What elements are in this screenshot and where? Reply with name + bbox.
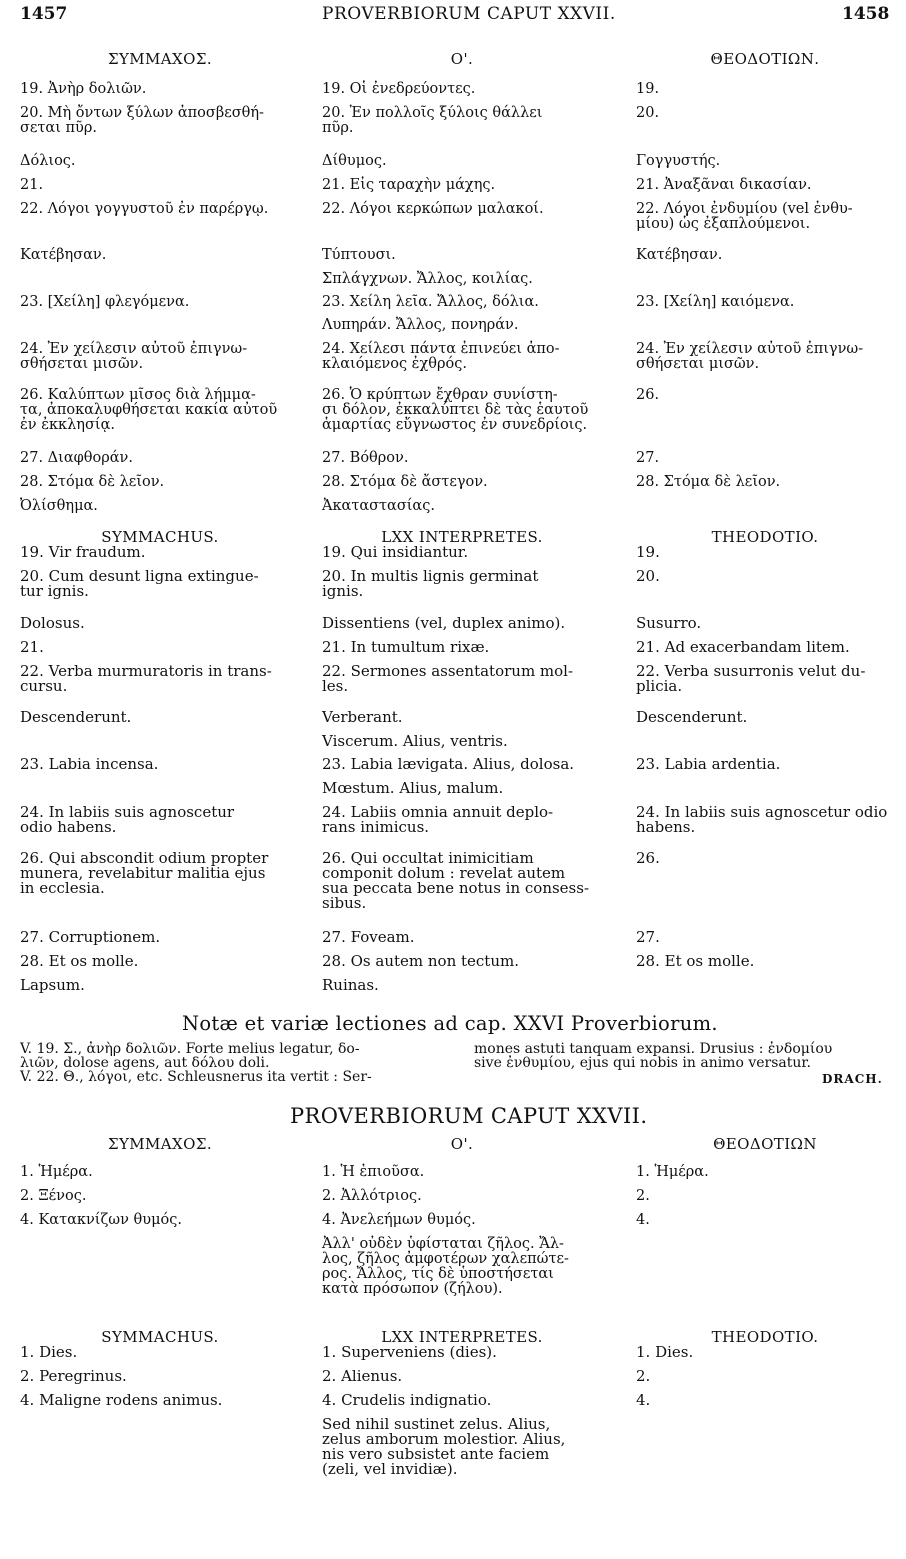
verse-line: tur ignis. bbox=[20, 582, 89, 600]
verse-entry bbox=[322, 616, 604, 631]
verse-entry bbox=[20, 616, 302, 631]
verse-line: 28. Et os molle. bbox=[20, 952, 139, 970]
verse-entry bbox=[636, 1369, 904, 1384]
verse-line: 4. bbox=[636, 1391, 651, 1409]
verse-line: 19. bbox=[636, 81, 660, 97]
verse-entry bbox=[322, 295, 604, 310]
verse-entry bbox=[636, 342, 904, 372]
note-line: V. 19. Σ., ἀνὴρ δολιῶν. Forte melius legatur, δο- bbox=[20, 1041, 360, 1057]
verse-entry bbox=[636, 178, 904, 193]
notes-right-column bbox=[474, 1042, 894, 1070]
verse-line: 2. Peregrinus. bbox=[20, 1367, 127, 1385]
verse-entry bbox=[20, 930, 302, 945]
verse-line: ἐν ἐκκλησίᾳ. bbox=[20, 417, 115, 433]
verse-entry bbox=[322, 272, 604, 287]
verse-entry bbox=[20, 202, 302, 217]
verse-entry bbox=[636, 248, 904, 263]
verse-entry bbox=[322, 710, 604, 725]
verse-line: 24. In labiis suis agnoscetur odio bbox=[636, 803, 888, 821]
verse-line: 28. Στόμα δὲ λεῖον. bbox=[636, 474, 781, 490]
verse-line: 22. Λόγοι ἐνδυμίου (vel ἐνθυ- bbox=[636, 201, 853, 217]
verse-line: (zeli, vel invidiæ). bbox=[322, 1460, 458, 1478]
verse-line: sua peccata bene notus in consess- bbox=[322, 879, 590, 897]
verse-entry bbox=[636, 545, 904, 560]
verse-line: 27. bbox=[636, 450, 660, 466]
verse-entry bbox=[322, 318, 604, 333]
verse-entry bbox=[636, 106, 904, 121]
verse-line: Ὀλίσθημα. bbox=[20, 498, 98, 514]
verse-line: 23. Labia ardentia. bbox=[636, 755, 781, 773]
verse-entry bbox=[20, 499, 302, 514]
verse-line: 27. Corruptionem. bbox=[20, 928, 161, 946]
verse-entry bbox=[20, 154, 302, 169]
verse-line: 4. Κατακνίζων θυμός. bbox=[20, 1212, 182, 1228]
verse-entry bbox=[20, 1345, 302, 1360]
verse-line: Γογγυστής. bbox=[636, 153, 721, 169]
verse-line: Λυπηράν. Ἄλλος, πονηράν. bbox=[322, 317, 519, 333]
verse-line: κατὰ πρόσωπον (ζήλου). bbox=[322, 1281, 503, 1297]
verse-line: 19. Ἀνὴρ δολιῶν. bbox=[20, 81, 147, 97]
verse-entry bbox=[20, 664, 302, 694]
verse-line: κλαιόμενος ἐχθρός. bbox=[322, 356, 467, 372]
verse-line: 1. Ἡμέρα. bbox=[20, 1164, 93, 1180]
verse-entry bbox=[20, 178, 302, 193]
latin-head-lxx: LXX INTERPRETES. bbox=[381, 1328, 543, 1346]
verse-line: 1. Superveniens (dies). bbox=[322, 1343, 497, 1361]
verse-entry bbox=[322, 388, 604, 433]
verse-entry bbox=[322, 1189, 604, 1204]
verse-line: Δόλιος. bbox=[20, 153, 76, 169]
verse-line: 1. Dies. bbox=[636, 1343, 694, 1361]
verse-line: 20. In multis lignis germinat bbox=[322, 567, 539, 585]
verse-entry bbox=[20, 1213, 302, 1228]
verse-entry bbox=[636, 1189, 904, 1204]
verse-entry bbox=[322, 1213, 604, 1228]
verse-entry bbox=[636, 954, 904, 969]
verse-line: Viscerum. Alius, ventris. bbox=[322, 732, 508, 750]
verse-entry bbox=[636, 616, 904, 631]
verse-line: 21. bbox=[20, 177, 44, 193]
verse-entry bbox=[322, 178, 604, 193]
verse-entry bbox=[636, 1345, 904, 1360]
verse-line: 19. bbox=[636, 543, 660, 561]
verse-line: σθήσεται μισῶν. bbox=[20, 356, 144, 372]
verse-line: 4. Maligne rodens animus. bbox=[20, 1391, 223, 1409]
verse-entry bbox=[322, 248, 604, 263]
verse-entry bbox=[322, 1345, 604, 1360]
verse-entry bbox=[322, 82, 604, 97]
verse-entry bbox=[20, 1393, 302, 1408]
verse-entry bbox=[20, 106, 302, 136]
verse-entry bbox=[636, 82, 904, 97]
verse-line: πῦρ. bbox=[322, 120, 354, 136]
verse-entry bbox=[20, 342, 302, 372]
verse-line: 21. Εἰς ταραχὴν μάχης. bbox=[322, 177, 496, 193]
verse-line: 23. Χείλη λεῖα. Ἄλλος, δόλια. bbox=[322, 294, 539, 310]
verse-line: habens. bbox=[636, 818, 696, 836]
verse-line: 2. Ξένος. bbox=[20, 1188, 87, 1204]
verse-line: 28. Στόμα δὲ λεῖον. bbox=[20, 474, 165, 490]
verse-entry bbox=[636, 757, 904, 772]
verse-line: Lapsum. bbox=[20, 976, 85, 994]
latin-head-theodotion: THEODOTIO. bbox=[711, 1328, 819, 1346]
verse-entry bbox=[20, 757, 302, 772]
verse-entry bbox=[322, 1165, 604, 1180]
verse-line: 4. bbox=[636, 1212, 650, 1228]
verse-line: 20. Ἐν πολλοῖς ξύλοις θάλλει bbox=[322, 105, 543, 121]
verse-entry bbox=[636, 154, 904, 169]
verse-line: sibus. bbox=[322, 894, 367, 912]
verse-line: 26. bbox=[636, 387, 660, 403]
verse-entry bbox=[322, 499, 604, 514]
verse-entry bbox=[322, 757, 604, 772]
verse-line: 23. Labia lævigata. Alius, dolosa. bbox=[322, 755, 575, 773]
verse-line: zelus amborum molestior. Alius, bbox=[322, 1430, 566, 1448]
verse-line: 2. bbox=[636, 1367, 651, 1385]
verse-line: 28. Os autem non tectum. bbox=[322, 952, 519, 970]
verse-line: Ruinas. bbox=[322, 976, 379, 994]
verse-line: 26. Qui abscondit odium propter bbox=[20, 849, 269, 867]
verse-line: 28. Et os molle. bbox=[636, 952, 755, 970]
verse-line: 27. Διαφθοράν. bbox=[20, 450, 133, 466]
verse-entry bbox=[636, 388, 904, 403]
verse-line: 2. Ἀλλότριος. bbox=[322, 1188, 422, 1204]
verse-line: 26. Qui occultat inimicitiam bbox=[322, 849, 534, 867]
verse-line: plicia. bbox=[636, 677, 683, 695]
verse-entry bbox=[322, 342, 604, 372]
verse-line: 2. bbox=[636, 1188, 650, 1204]
verse-line: 4. Ἀνελεήμων θυμός. bbox=[322, 1212, 476, 1228]
verse-entry bbox=[322, 569, 604, 599]
verse-line: Mœstum. Alius, malum. bbox=[322, 779, 504, 797]
verse-entry bbox=[20, 978, 302, 993]
verse-line: Verberant. bbox=[322, 708, 403, 726]
verse-entry bbox=[636, 1165, 904, 1180]
page-number-left: 1457 bbox=[20, 4, 68, 24]
verse-entry bbox=[322, 475, 604, 490]
verse-line: 22. Λόγοι γογγυστοῦ ἐν παρέργῳ. bbox=[20, 201, 269, 217]
greek-head-theodotion: ΘΕΟΔΟΤΙΩΝ. bbox=[710, 50, 820, 68]
verse-line: 26. bbox=[636, 849, 660, 867]
verse-entry bbox=[636, 930, 904, 945]
verse-line: 27. Foveam. bbox=[322, 928, 415, 946]
verse-line: 20. bbox=[636, 105, 660, 121]
verse-line: Ἀλλ' οὐδὲν ὑφίσταται ζῆλος. Ἄλ- bbox=[322, 1236, 564, 1252]
verse-line: rans inimicus. bbox=[322, 818, 430, 836]
verse-entry bbox=[636, 805, 904, 835]
verse-line: 27. bbox=[636, 928, 660, 946]
verse-entry bbox=[636, 569, 904, 584]
verse-entry bbox=[20, 954, 302, 969]
greek-head-symmachus: ΣΥΜΜΑΧΟΣ. bbox=[107, 50, 212, 68]
notes-left-column bbox=[20, 1042, 460, 1084]
verse-line: 24. Labiis omnia annuit deplo- bbox=[322, 803, 554, 821]
verse-line: in ecclesia. bbox=[20, 879, 105, 897]
verse-line: Ἀκαταστασίας. bbox=[322, 498, 435, 514]
verse-line: 28. Στόμα δὲ ἄστεγον. bbox=[322, 474, 488, 490]
verse-entry bbox=[322, 1369, 604, 1384]
latin-head-symmachus: SYMMACHUS. bbox=[101, 1328, 219, 1346]
verse-entry bbox=[322, 954, 604, 969]
verse-line: componit dolum : revelat autem bbox=[322, 864, 566, 882]
verse-entry bbox=[20, 710, 302, 725]
verse-line: 2. Alienus. bbox=[322, 1367, 403, 1385]
verse-line: τα, ἀποκαλυφθήσεται κακία αὐτοῦ bbox=[20, 402, 278, 418]
verse-line: Sed nihil sustinet zelus. Alius, bbox=[322, 1415, 551, 1433]
verse-line: 22. Verba susurronis velut du- bbox=[636, 662, 866, 680]
verse-line: 1. Ἡμέρα. bbox=[636, 1164, 709, 1180]
verse-line: 1. Ἡ ἐπιοῦσα. bbox=[322, 1164, 425, 1180]
verse-line: 22. Verba murmuratoris in trans- bbox=[20, 662, 272, 680]
verse-line: σεται πῦρ. bbox=[20, 120, 97, 136]
notes-title: Notæ et variæ lectiones ad cap. XXVI Proverbiorum. bbox=[182, 1012, 718, 1035]
note-line: sive ἐνθυμίου, ejus qui nobis in animo versatur. bbox=[474, 1055, 812, 1071]
verse-line: 22. Λόγοι κερκώπων μαλακοί. bbox=[322, 201, 544, 217]
verse-entry bbox=[322, 1393, 604, 1408]
verse-entry bbox=[636, 202, 904, 232]
note-line: mones astuti tanquam expansi. Drusius : ἐνδομίου bbox=[474, 1041, 833, 1057]
verse-line: Dissentiens (vel, duplex animo). bbox=[322, 614, 566, 632]
verse-entry bbox=[322, 202, 604, 217]
verse-line: σθήσεται μισῶν. bbox=[636, 356, 760, 372]
verse-line: 19. Qui insidiantur. bbox=[322, 543, 469, 561]
greek-head-symmachus: ΣΥΜΜΑΧΟΣ. bbox=[107, 1135, 212, 1153]
verse-line: σι δόλον, ἐκκαλύπτει δὲ τὰς ἑαυτοῦ bbox=[322, 402, 589, 418]
verse-entry bbox=[20, 1165, 302, 1180]
latin-head-lxx: LXX INTERPRETES. bbox=[381, 528, 543, 546]
verse-line: 27. Βόθρον. bbox=[322, 450, 409, 466]
verse-line: 21. Ἀναξᾶναι δικασίαν. bbox=[636, 177, 812, 193]
verse-entry bbox=[636, 664, 904, 694]
verse-entry bbox=[636, 851, 904, 866]
verse-line: 4. Crudelis indignatio. bbox=[322, 1391, 492, 1409]
verse-entry bbox=[636, 710, 904, 725]
verse-line: λος, ζῆλος ἀμφοτέρων χαλεπώτε- bbox=[322, 1251, 569, 1267]
verse-line: 20. bbox=[636, 567, 660, 585]
verse-entry bbox=[636, 451, 904, 466]
verse-line: Δίθυμος. bbox=[322, 153, 387, 169]
verse-entry bbox=[20, 1189, 302, 1204]
greek-head-theodotion: ΘΕΟΔΟΤΙΩΝ bbox=[713, 1135, 817, 1153]
greek-head-lxx: Ο'. bbox=[450, 50, 474, 68]
greek-head-lxx: Ο'. bbox=[450, 1135, 474, 1153]
running-title: PROVERBIORUM CAPUT XXVII. bbox=[322, 4, 616, 24]
verse-entry bbox=[322, 781, 604, 796]
verse-entry bbox=[20, 451, 302, 466]
verse-entry bbox=[322, 106, 604, 136]
verse-line: 23. [Χείλη] φλεγόμενα. bbox=[20, 294, 190, 310]
verse-entry bbox=[636, 1393, 904, 1408]
verse-line: ρος. Ἄλλος, τίς δὲ ὑποστήσεται bbox=[322, 1266, 554, 1282]
note-line: λιῶν, dolose agens, aut δόλου doli. bbox=[20, 1055, 270, 1071]
verse-line: Dolosus. bbox=[20, 614, 85, 632]
verse-entry bbox=[20, 248, 302, 263]
verse-entry bbox=[20, 569, 302, 599]
verse-entry bbox=[322, 930, 604, 945]
verse-entry bbox=[322, 734, 604, 749]
verse-line: 26. Ὁ κρύπτων ἔχθραν συνίστη- bbox=[322, 387, 558, 403]
verse-entry bbox=[636, 1213, 904, 1228]
verse-entry bbox=[322, 640, 604, 655]
verse-line: 19. Οἱ ἐνεδρεύοντες. bbox=[322, 81, 476, 97]
verse-entry bbox=[636, 640, 904, 655]
verse-line: Κατέβησαν. bbox=[636, 247, 723, 263]
latin-head-theodotion: THEODOTIO. bbox=[711, 528, 819, 546]
verse-entry bbox=[20, 851, 302, 896]
verse-entry bbox=[20, 805, 302, 835]
verse-entry bbox=[20, 545, 302, 560]
verse-entry bbox=[636, 475, 904, 490]
verse-entry bbox=[20, 475, 302, 490]
verse-entry bbox=[322, 1237, 604, 1297]
verse-line: 23. Labia incensa. bbox=[20, 755, 159, 773]
verse-entry bbox=[322, 664, 604, 694]
verse-line: les. bbox=[322, 677, 349, 695]
verse-line: 24. Χείλεσι πάντα ἐπινεύει ἀπο- bbox=[322, 341, 560, 357]
verse-line: Κατέβησαν. bbox=[20, 247, 107, 263]
verse-line: μίου) ὡς ἐξαπλούμενοι. bbox=[636, 216, 811, 232]
verse-line: 20. Cum desunt ligna extingue- bbox=[20, 567, 259, 585]
verse-line: Descenderunt. bbox=[20, 708, 132, 726]
verse-line: ignis. bbox=[322, 582, 364, 600]
page-number-right: 1458 bbox=[842, 4, 890, 24]
chapter-title: PROVERBIORUM CAPUT XXVII. bbox=[290, 1104, 648, 1128]
verse-line: 21. In tumultum rixæ. bbox=[322, 638, 490, 656]
verse-line: 20. Μὴ ὄντων ξύλων ἀποσβεσθή- bbox=[20, 105, 264, 121]
verse-line: Descenderunt. bbox=[636, 708, 748, 726]
verse-entry bbox=[322, 978, 604, 993]
verse-entry bbox=[20, 640, 302, 655]
verse-entry bbox=[322, 451, 604, 466]
verse-entry bbox=[636, 295, 904, 310]
verse-line: ἁμαρτίας εὔγνωστος ἐν συνεδρίοις. bbox=[322, 417, 588, 433]
verse-line: 21. Ad exacerbandam litem. bbox=[636, 638, 850, 656]
verse-line: 1. Dies. bbox=[20, 1343, 78, 1361]
verse-entry bbox=[322, 851, 604, 911]
note-line: V. 22. Θ., λόγοι, etc. Schleusnerus ita vertit : Ser- bbox=[20, 1069, 372, 1085]
latin-head-symmachus: SYMMACHUS. bbox=[101, 528, 219, 546]
verse-line: 26. Καλύπτων μῖσος διὰ λήμμα- bbox=[20, 387, 256, 403]
signature: DRACH. bbox=[822, 1072, 883, 1086]
verse-line: cursu. bbox=[20, 677, 68, 695]
verse-line: odio habens. bbox=[20, 818, 117, 836]
verse-line: Σπλάγχνων. Ἄλλος, κοιλίας. bbox=[322, 271, 533, 287]
verse-line: 24. Ἐν χείλεσιν αὐτοῦ ἐπιγνω- bbox=[636, 341, 864, 357]
verse-entry bbox=[322, 545, 604, 560]
verse-line: munera, revelabitur malitia ejus bbox=[20, 864, 266, 882]
verse-line: Susurro. bbox=[636, 614, 702, 632]
verse-line: 22. Sermones assentatorum mol- bbox=[322, 662, 574, 680]
verse-entry bbox=[20, 388, 302, 433]
verse-entry bbox=[20, 295, 302, 310]
verse-entry bbox=[322, 1417, 604, 1477]
verse-entry bbox=[20, 1369, 302, 1384]
verse-entry bbox=[322, 805, 604, 835]
verse-line: 19. Vir fraudum. bbox=[20, 543, 146, 561]
verse-line: nis vero subsistet ante faciem bbox=[322, 1445, 550, 1463]
verse-line: 24. In labiis suis agnoscetur bbox=[20, 803, 235, 821]
verse-line: Τύπτουσι. bbox=[322, 247, 396, 263]
verse-line: 24. Ἐν χείλεσιν αὐτοῦ ἐπιγνω- bbox=[20, 341, 248, 357]
verse-entry bbox=[20, 82, 302, 97]
verse-line: 21. bbox=[20, 638, 44, 656]
verse-line: 23. [Χείλη] καιόμενα. bbox=[636, 294, 795, 310]
verse-entry bbox=[322, 154, 604, 169]
